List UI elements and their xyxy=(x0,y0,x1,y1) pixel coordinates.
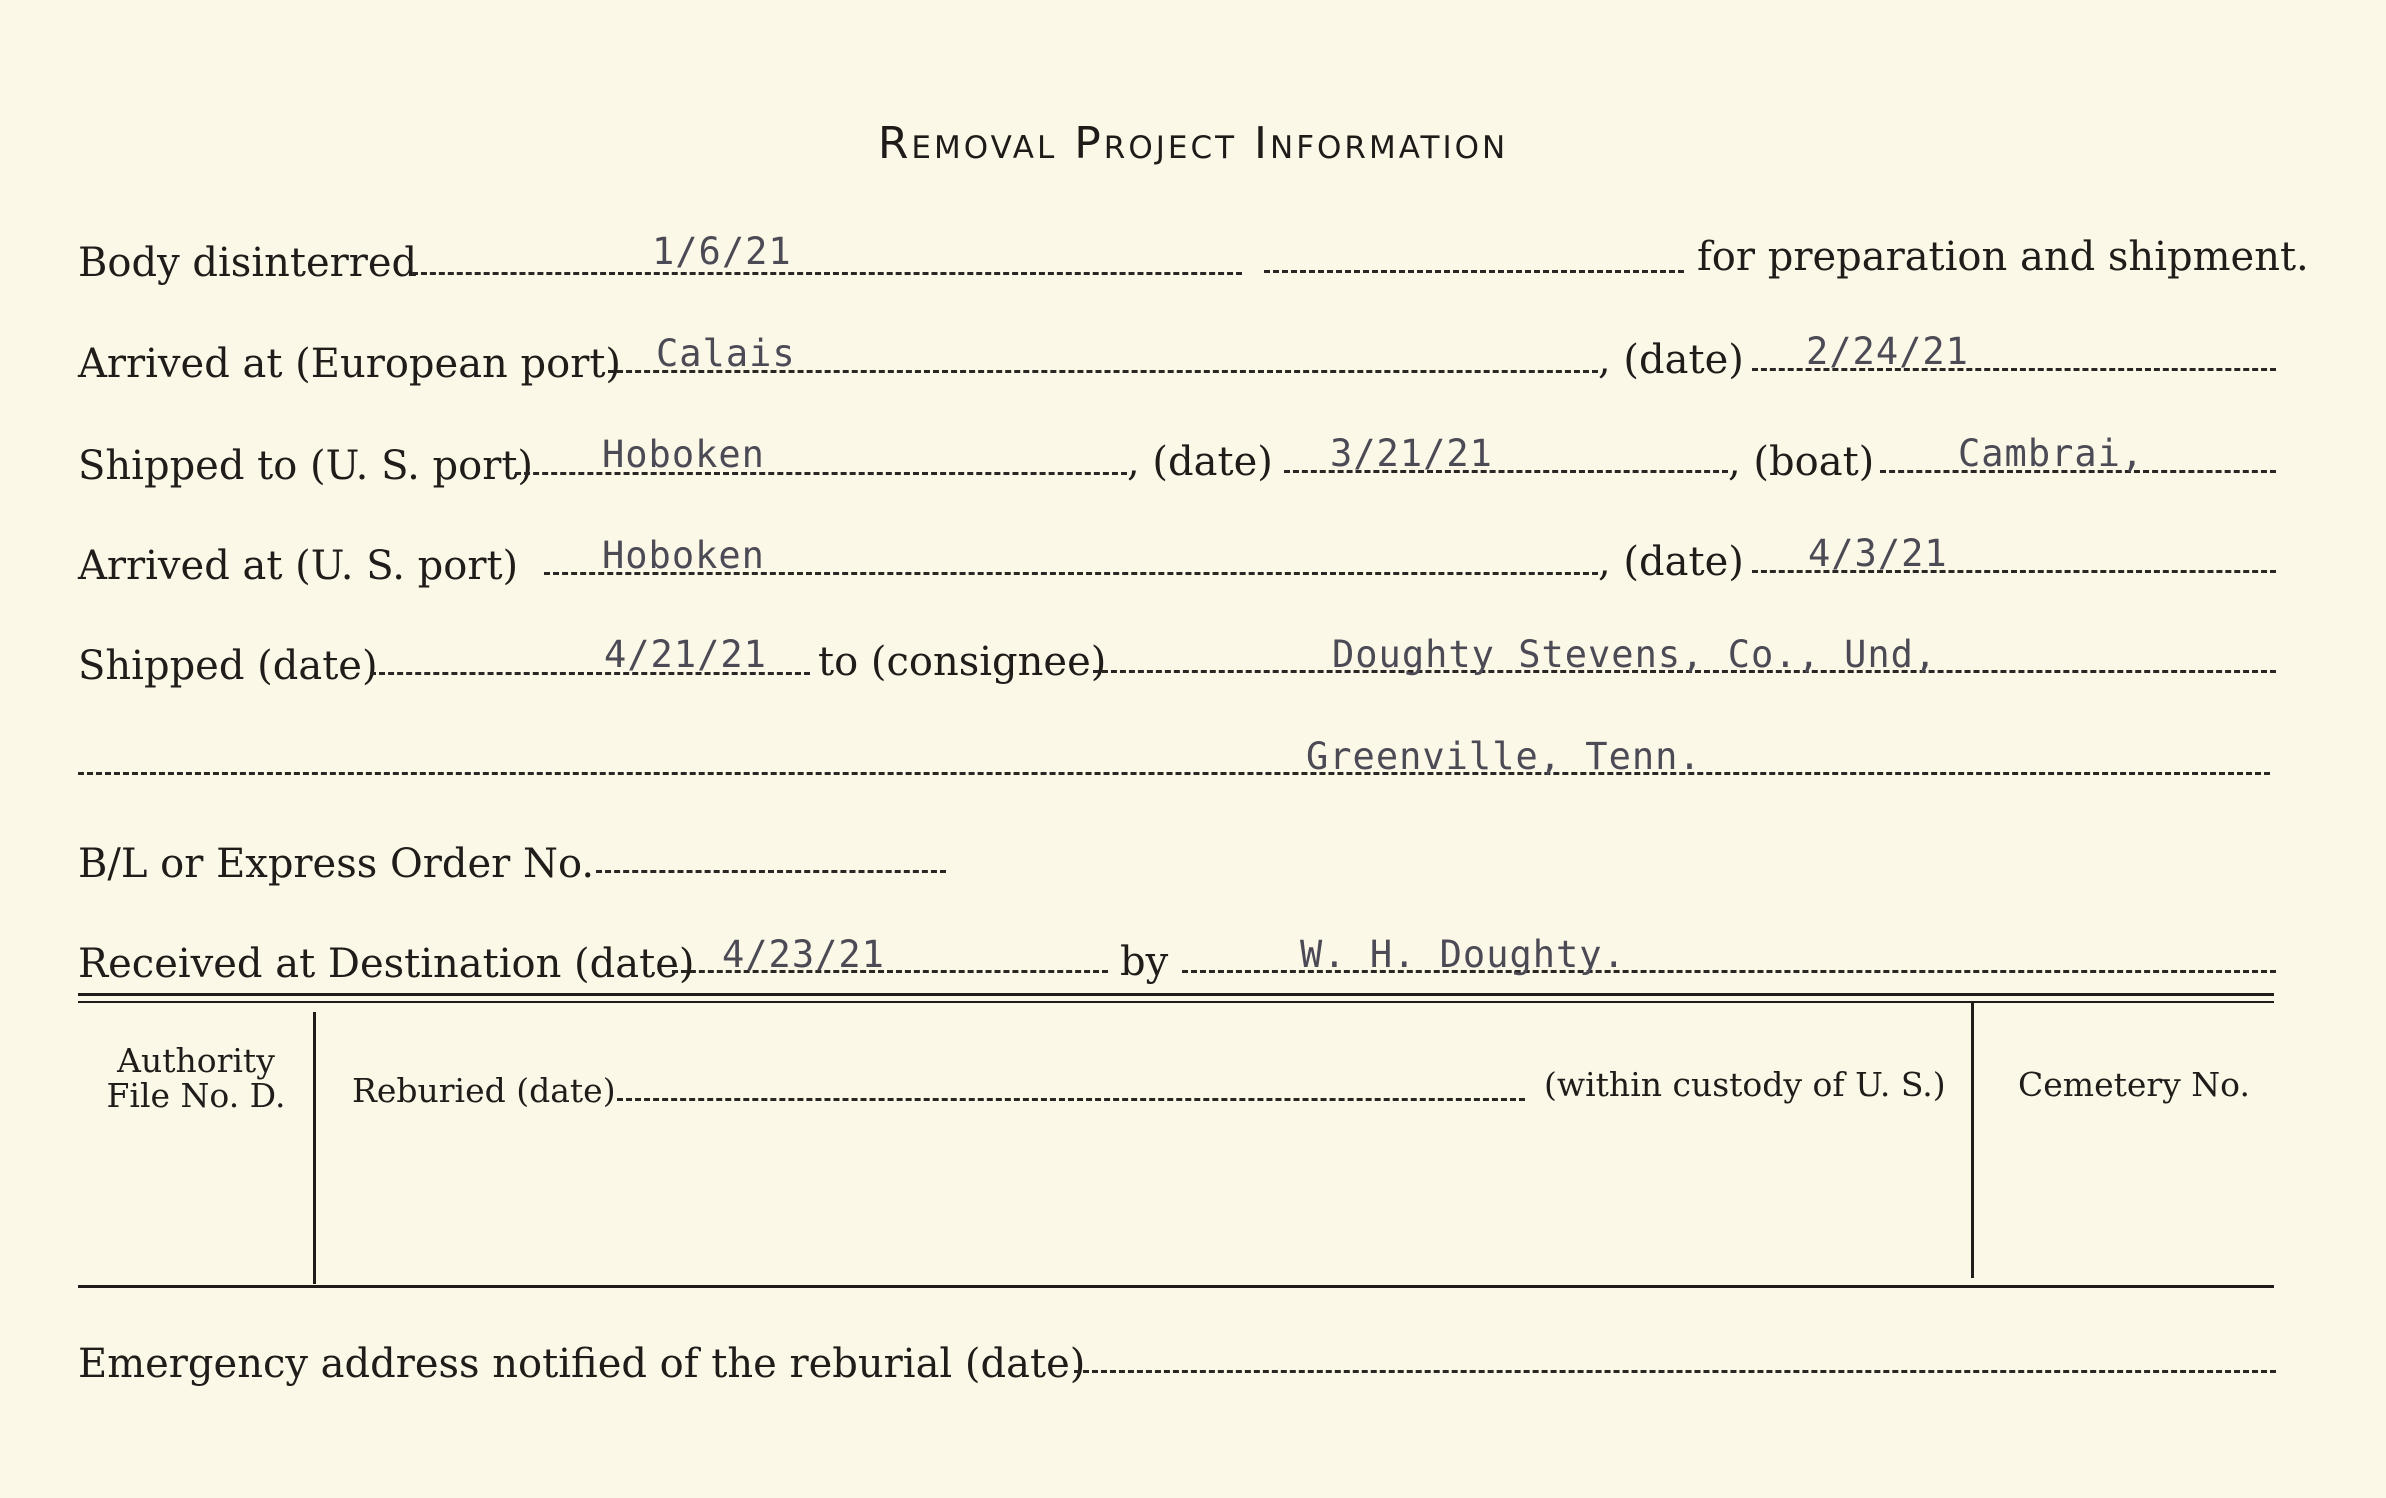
emergency-line xyxy=(1074,1370,2276,1373)
body-disinterred-suffix: for preparation and shipment. xyxy=(1697,234,2309,280)
authority-label xyxy=(96,1041,296,1115)
section-rule-top-2 xyxy=(78,1001,2274,1003)
european-port-label: Arrived at (European port) xyxy=(78,341,622,387)
body-disinterred-line xyxy=(412,272,1242,275)
body-disinterred-line-2 xyxy=(1264,270,1684,273)
shipped-date-value[interactable]: 4/21/21 xyxy=(604,633,767,676)
table-divider-left xyxy=(313,1012,316,1284)
card-title: Removal Project Information xyxy=(877,118,1509,169)
received-label: Received at Destination (date) xyxy=(78,941,695,987)
bl-order-line xyxy=(596,870,946,873)
consignee-label: to (consignee) xyxy=(818,639,1107,685)
boat-label: , (boat) xyxy=(1728,439,1875,485)
arrived-us-port-label: Arrived at (U. S. port) xyxy=(78,543,519,589)
reburied-label: Reburied (date) xyxy=(352,1071,616,1110)
shipped-us-port-value[interactable]: Hoboken xyxy=(602,433,765,476)
section-rule-bottom xyxy=(78,1285,2274,1288)
authority-label-line-2: File No. D. xyxy=(106,1075,286,1115)
received-by-label: by xyxy=(1120,939,1169,985)
cemetery-label: Cemetery No. xyxy=(2018,1065,2250,1104)
consignee-line-2 xyxy=(78,772,2270,775)
custody-label: (within custody of U. S.) xyxy=(1544,1065,1946,1104)
european-port-date-value[interactable]: 2/24/21 xyxy=(1806,330,1969,373)
consignee-value[interactable]: Doughty Stevens, Co., Und, xyxy=(1332,633,1938,676)
body-disinterred-label: Body disinterred xyxy=(78,240,418,286)
received-date-value[interactable]: 4/23/21 xyxy=(722,933,885,976)
authority-label-line-1: Authority xyxy=(117,1041,275,1080)
arrived-us-date-value[interactable]: 4/3/21 xyxy=(1808,532,1948,575)
reburied-line xyxy=(617,1098,1525,1101)
shipped-date-label: Shipped (date) xyxy=(78,643,378,689)
european-port-value[interactable]: Calais xyxy=(656,332,796,375)
received-by-value[interactable]: W. H. Doughty. xyxy=(1300,933,1626,976)
shipped-us-date-label: , (date) xyxy=(1127,439,1273,485)
section-rule-top xyxy=(78,993,2274,996)
bl-order-label: B/L or Express Order No. xyxy=(78,841,595,887)
emergency-label: Emergency address notified of the reburial (date) xyxy=(78,1341,1086,1387)
boat-value[interactable]: Cambrai, xyxy=(1958,432,2145,475)
table-divider-right xyxy=(1971,1002,1974,1278)
body-disinterred-value[interactable]: 1/6/21 xyxy=(652,230,792,273)
arrived-us-port-value[interactable]: Hoboken xyxy=(602,534,765,577)
shipped-us-port-label: Shipped to (U. S. port) xyxy=(78,443,533,489)
european-port-date-label: , (date) xyxy=(1598,337,1744,383)
shipped-us-date-value[interactable]: 3/21/21 xyxy=(1330,432,1493,475)
consignee-value-line-2[interactable]: Greenville, Tenn. xyxy=(1306,735,1702,778)
arrived-us-date-label: , (date) xyxy=(1598,539,1744,585)
